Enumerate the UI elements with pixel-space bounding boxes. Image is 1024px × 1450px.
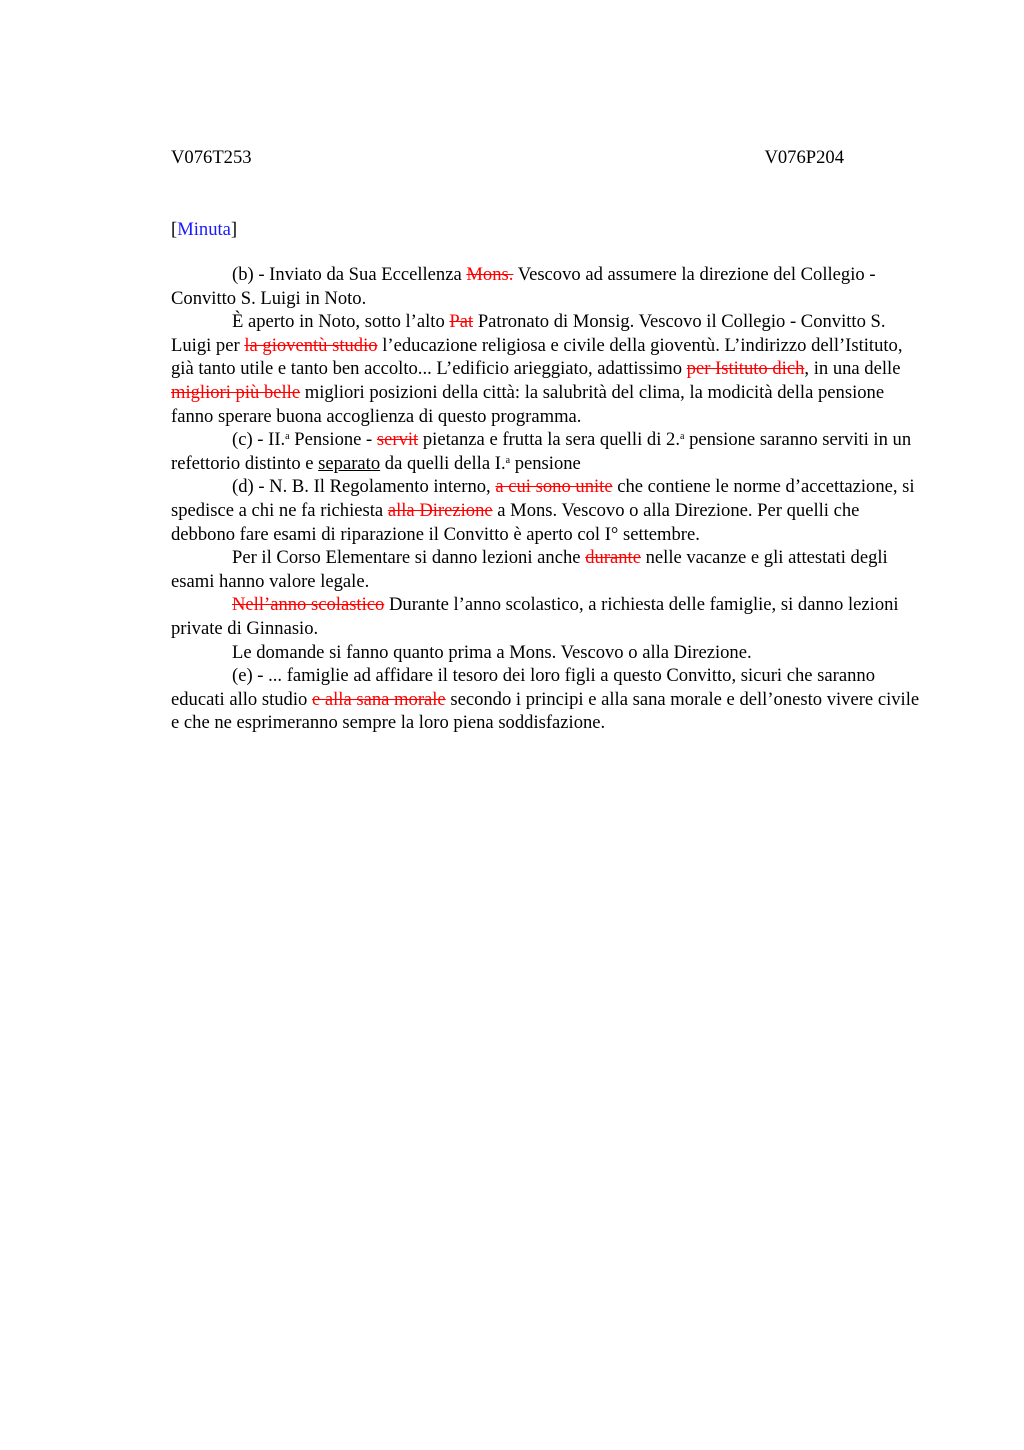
deleted-text: durante bbox=[585, 547, 641, 569]
text-run: Vescovo ad assumere la direzione del Collegio - Convitto S. Luigi in Noto. bbox=[171, 264, 876, 309]
paragraph-domande bbox=[171, 641, 923, 665]
paragraph-anno-scolastico bbox=[171, 593, 923, 640]
superscript: a bbox=[285, 431, 290, 443]
deleted-text: a cui sono unite bbox=[495, 476, 613, 498]
text-run: pietanza e frutta la sera quelli di 2. bbox=[418, 429, 680, 451]
paragraph-aperto bbox=[171, 310, 923, 428]
deleted-text: la gioventù studio bbox=[244, 334, 378, 356]
paragraph-c bbox=[171, 428, 923, 475]
text-run: pensione bbox=[510, 452, 581, 474]
deleted-text: per Istituto dich bbox=[686, 358, 805, 380]
text-run: (e) - ... famiglie ad affidare il tesoro dei loro figli a questo Convitto, sicuri che saranno educati allo studio bbox=[171, 665, 876, 710]
paragraph-b bbox=[171, 263, 923, 310]
text-run: migliori posizioni della città: la salubrità del clima, la modicità della pensione fanno sperare buona accoglienza di questo programma. bbox=[171, 381, 885, 427]
label-close-bracket: ] bbox=[230, 219, 238, 240]
text-run: (d) - N. B. Il Regolamento interno, bbox=[232, 476, 496, 498]
text-run: (c) - II. bbox=[232, 429, 286, 451]
superscript: a bbox=[505, 454, 511, 466]
text-run: da quelli della I. bbox=[380, 452, 506, 474]
page-header bbox=[171, 145, 923, 171]
text-run: , in una delle bbox=[804, 358, 901, 380]
paragraph-e bbox=[171, 664, 923, 735]
paragraph-corso-elementare bbox=[171, 546, 923, 593]
superscript: a bbox=[679, 431, 685, 443]
deleted-text: servit bbox=[376, 429, 419, 451]
text-run: Pensione - bbox=[289, 429, 377, 451]
deleted-text: e alla sana morale bbox=[311, 688, 446, 710]
deleted-text: Mons. bbox=[466, 264, 514, 285]
text-run: che contiene le norme d’accettazione, si spedisce a chi ne fa richiesta bbox=[171, 476, 915, 521]
text-run: nelle vacanze e gli attestati degli esami hanno valore legale. bbox=[171, 547, 888, 592]
deleted-text: Pat bbox=[449, 311, 474, 333]
text-run: Le domande si fanno quanto prima a Mons. Vescovo o alla Direzione. bbox=[232, 641, 752, 663]
text-run: l’educazione religiosa e civile della gioventù. L’indirizzo dell’Istituto, già tanto utile e tanto ben accolto... L’edificio arieggiato, adattissimo bbox=[171, 334, 903, 380]
paragraph-d bbox=[171, 475, 923, 546]
deleted-text: migliori più belle bbox=[171, 381, 301, 403]
section-label bbox=[171, 217, 923, 243]
underlined-text: separato bbox=[318, 452, 381, 474]
text-run: Per il Corso Elementare si danno lezioni anche bbox=[232, 547, 586, 569]
deleted-text: alla Direzione bbox=[387, 499, 493, 521]
text-run: secondo i principi e alla sana morale e dell’onesto vivere civile e che ne esprimeranno sempre la loro piena soddisfazione. bbox=[171, 688, 920, 734]
document-body bbox=[171, 263, 923, 735]
text-run: a Mons. Vescovo o alla Direzione. Per quelli che debbono fare esami di riparazione il Convitto è aperto col I° settembre. bbox=[171, 499, 860, 545]
minuta-link[interactable]: Minuta bbox=[177, 219, 231, 240]
document-page bbox=[171, 145, 923, 735]
text-run: (b) - Inviato da Sua Eccellenza bbox=[232, 264, 467, 285]
text-run: Patronato di Monsig. Vescovo il Collegio - Convitto S. Luigi per bbox=[171, 311, 886, 356]
header-left-code: V076T253 bbox=[171, 147, 252, 168]
text-run: pensione saranno serviti in un refettorio distinto e bbox=[171, 429, 912, 474]
label-open-bracket: [ bbox=[171, 219, 178, 240]
header-right-code: V076P204 bbox=[764, 147, 844, 168]
text-run: È aperto in Noto, sotto l’alto bbox=[232, 311, 450, 333]
deleted-text: Nell’anno scolastico bbox=[232, 594, 385, 616]
text-run: Durante l’anno scolastico, a richiesta delle famiglie, si danno lezioni private di Ginnasio. bbox=[171, 594, 899, 639]
